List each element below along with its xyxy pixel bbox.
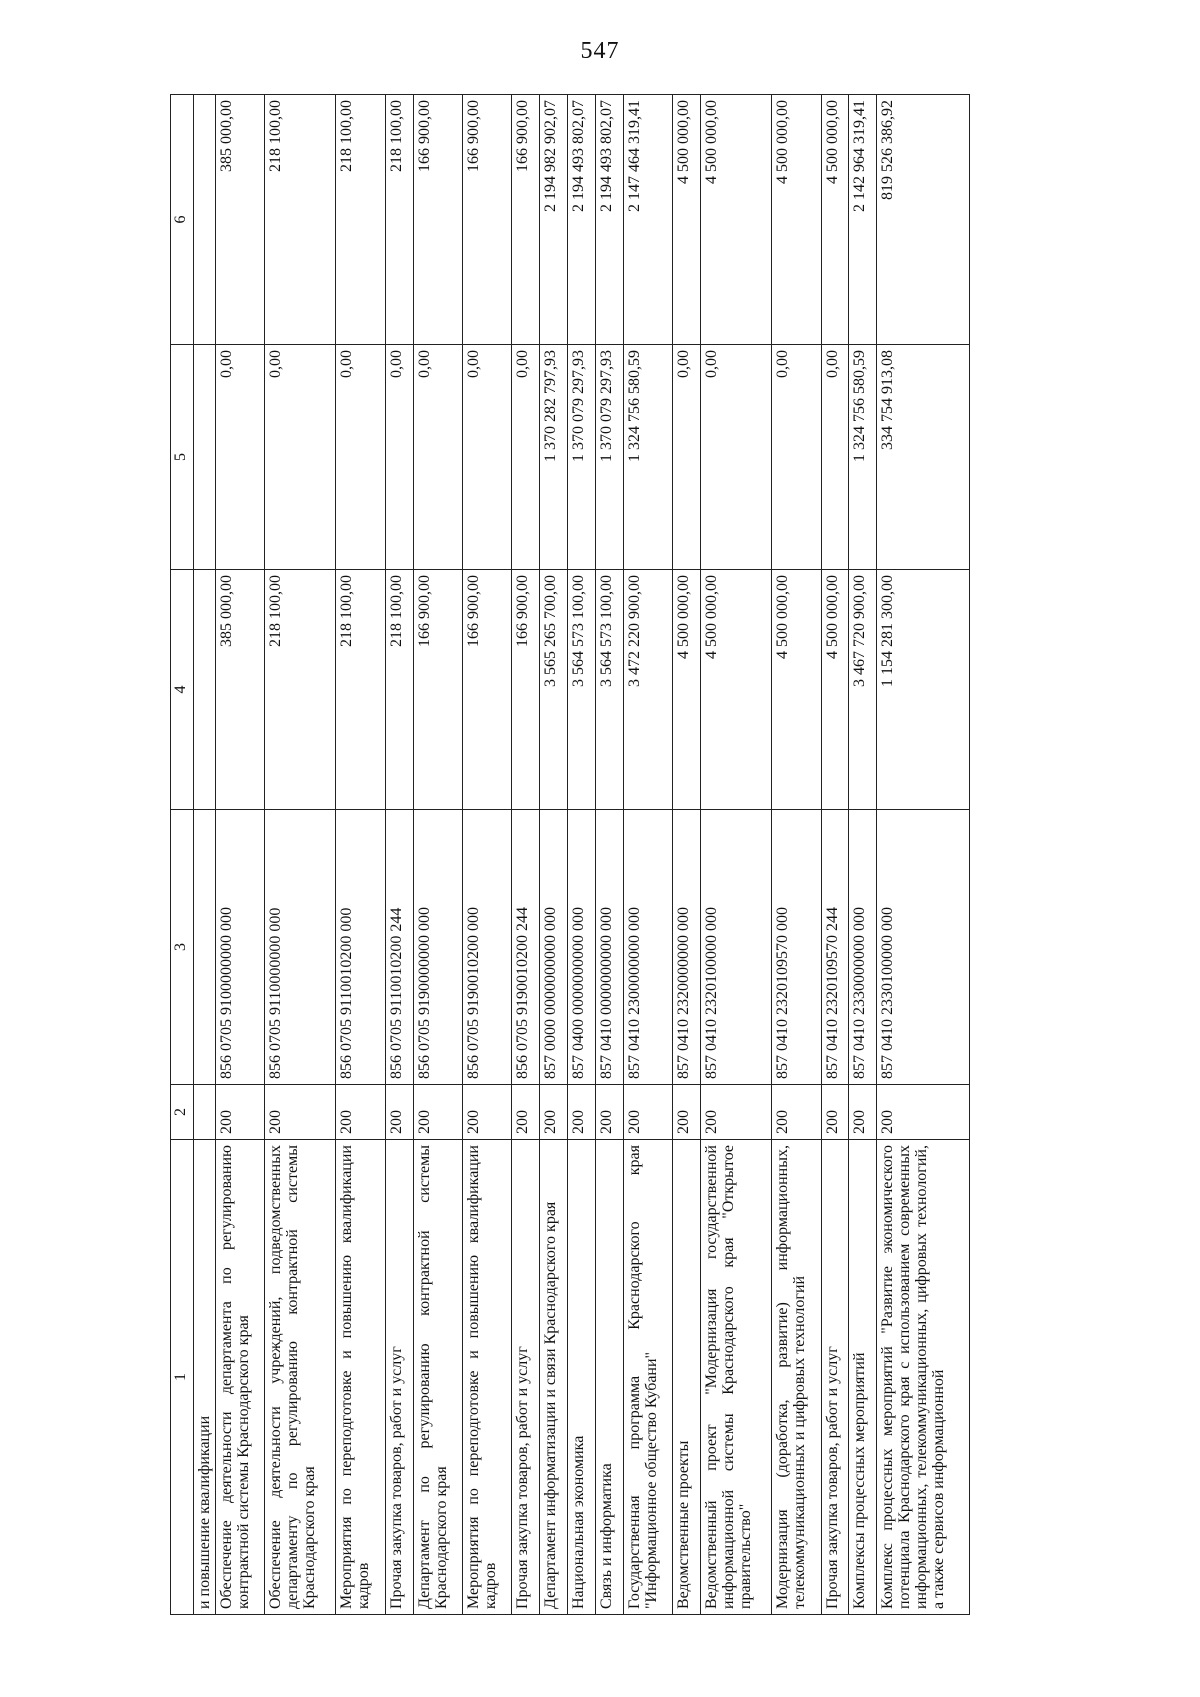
row-value-col6: 2 194 493 802,07 [596,95,624,345]
row-value-col4: 218 100,00 [336,570,385,810]
row-kbk: 856 0705 9190010200 244 [512,810,540,1085]
row-name: Ведомственный проект "Модернизация государственной информационной системы Краснодарского края "Открытое правительство" [701,1140,772,1615]
row-code: 200 [413,1085,462,1140]
table-row [540,95,568,1615]
row-kbk: 857 0410 2320109570 244 [821,810,849,1085]
row-value-col6: 4 500 000,00 [772,95,821,345]
row-value-col4: 166 900,00 [463,570,512,810]
table-row [265,95,336,1615]
table-row [216,95,265,1615]
table-row [413,95,462,1615]
row-code: 200 [596,1085,624,1140]
row-kbk: 856 0705 9190010200 000 [463,810,512,1085]
table-row [463,95,512,1615]
row-value-col6: 166 900,00 [463,95,512,345]
row-value-col6: 385 000,00 [216,95,265,345]
row-value-col5: 0,00 [463,345,512,570]
row-value-col4: 3 467 720 900,00 [849,570,877,810]
table-row [772,95,821,1615]
table-row [849,95,877,1615]
row-name: Комплекс процессных мероприятий "Развитие экономического потенциала Краснодарского края с использованием современных информационных, телекоммуникационных, цифровых технологий, а также сервисов информационной [877,1140,970,1615]
table-row [623,95,672,1615]
row-value-col6: 218 100,00 [336,95,385,345]
row-kbk: 856 0705 9100000000 000 [216,810,265,1085]
row-value-col5: 0,00 [512,345,540,570]
row-value-col4: 3 565 265 700,00 [540,570,568,810]
col-header: 6 [171,95,194,345]
table-rotated-wrapper [170,95,970,1615]
row-value-col5: 0,00 [336,345,385,570]
row-value-col4: 3 564 573 100,00 [568,570,596,810]
col-header: 3 [171,810,194,1085]
row-value-col5: 1 370 079 297,93 [596,345,624,570]
row-code: 200 [623,1085,672,1140]
row-code: 200 [673,1085,701,1140]
row-value-col6: 218 100,00 [385,95,413,345]
row-name: Обеспечение деятельности учреждений, подведомственных департаменту по регулированию контрактной системы Краснодарского края [265,1140,336,1615]
table-row [701,95,772,1615]
row-value-col5: 1 324 756 580,59 [849,345,877,570]
row-code: 200 [568,1085,596,1140]
row-code: 200 [821,1085,849,1140]
row-value-col4: 3 564 573 100,00 [596,570,624,810]
row-name: Обеспечение деятельности департамента по регулированию контрактной системы Краснодарского края [216,1140,265,1615]
page-number: 547 [580,38,620,64]
row-value-col5: 0,00 [673,345,701,570]
row-value-col6: 166 900,00 [512,95,540,345]
table-row [512,95,540,1615]
row-value-col6: 2 147 464 319,41 [623,95,672,345]
table-row [821,95,849,1615]
col-header: 2 [171,1085,194,1140]
row-value-col5: 0,00 [413,345,462,570]
row-value-col4: 4 500 000,00 [701,570,772,810]
row-code: 200 [849,1085,877,1140]
row-kbk: 857 0410 2300000000 000 [623,810,672,1085]
row-code: 200 [265,1085,336,1140]
row-code: 200 [385,1085,413,1140]
table-row [596,95,624,1615]
row-value-col5: 0,00 [265,345,336,570]
row-name: Прочая закупка товаров, работ и услуг [821,1140,849,1615]
row-kbk: 857 0410 2320000000 000 [673,810,701,1085]
row-value-col5: 334 754 913,08 [877,345,970,570]
row-value-col4: 4 500 000,00 [772,570,821,810]
row-kbk: 856 0705 9110010200 244 [385,810,413,1085]
row-code: 200 [540,1085,568,1140]
row-kbk: 857 0000 0000000000 000 [540,810,568,1085]
row-value-col5: 0,00 [821,345,849,570]
row-code: 200 [772,1085,821,1140]
row-value-col4: 166 900,00 [512,570,540,810]
row-code: 200 [336,1085,385,1140]
table-row [673,95,701,1615]
row-value-col4: 3 472 220 900,00 [623,570,672,810]
col-header: 4 [171,570,194,810]
row-code: 200 [512,1085,540,1140]
row-value-col4: 4 500 000,00 [673,570,701,810]
row-value-col5: 0,00 [216,345,265,570]
col-header: 5 [171,345,194,570]
row-name: Ведомственные проекты [673,1140,701,1615]
row-name: Модернизация (доработка, развитие) информационных, телекоммуникационных и цифровых технологий [772,1140,821,1615]
row-name: Комплексы процессных мероприятий [849,1140,877,1615]
row-value-col4: 218 100,00 [265,570,336,810]
row-kbk: 856 0705 9110000000 000 [265,810,336,1085]
row-value-col6: 2 194 493 802,07 [568,95,596,345]
continuation-row [194,95,216,1615]
table-row [877,95,970,1615]
row-name: Прочая закупка товаров, работ и услуг [385,1140,413,1615]
row-value-col6: 4 500 000,00 [701,95,772,345]
row-value-col6: 2 194 982 902,07 [540,95,568,345]
row-value-col4: 1 154 281 300,00 [877,570,970,810]
header-row [171,95,194,1615]
row-kbk: 857 0410 0000000000 000 [596,810,624,1085]
row-value-col6: 4 500 000,00 [821,95,849,345]
row-kbk: 857 0400 0000000000 000 [568,810,596,1085]
row-kbk: 856 0705 9110010200 000 [336,810,385,1085]
row-code: 200 [877,1085,970,1140]
row-code: 200 [701,1085,772,1140]
table-row [336,95,385,1615]
row-value-col6: 218 100,00 [265,95,336,345]
row-value-col4: 166 900,00 [413,570,462,810]
row-kbk: 857 0410 2320100000 000 [701,810,772,1085]
table-row [568,95,596,1615]
row-value-col6: 166 900,00 [413,95,462,345]
row-name: Прочая закупка товаров, работ и услуг [512,1140,540,1615]
row-value-col6: 2 142 964 319,41 [849,95,877,345]
row-value-col5: 0,00 [385,345,413,570]
row-name: Национальная экономика [568,1140,596,1615]
row-value-col5: 0,00 [701,345,772,570]
row-name: Мероприятия по переподготовке и повышению квалификации кадров [336,1140,385,1615]
row-code: 200 [463,1085,512,1140]
row-value-col4: 385 000,00 [216,570,265,810]
row-name: Мероприятия по переподготовке и повышению квалификации кадров [463,1140,512,1615]
budget-table [170,94,970,1615]
row-kbk: 857 0410 2330000000 000 [849,810,877,1085]
row-value-col6: 4 500 000,00 [673,95,701,345]
row-name: и повышение квалификации [194,1140,216,1615]
row-value-col5: 1 370 282 797,93 [540,345,568,570]
row-value-col5: 0,00 [772,345,821,570]
table-row [385,95,413,1615]
row-name: Государственная программа Краснодарского края "Информационное общество Кубани" [623,1140,672,1615]
row-value-col4: 4 500 000,00 [821,570,849,810]
row-value-col5: 1 370 079 297,93 [568,345,596,570]
col-header: 1 [171,1140,194,1615]
row-code: 200 [216,1085,265,1140]
row-name: Департамент по регулированию контрактной системы Краснодарского края [413,1140,462,1615]
row-value-col4: 218 100,00 [385,570,413,810]
row-name: Департамент информатизации и связи Краснодарского края [540,1140,568,1615]
row-kbk: 857 0410 2330100000 000 [877,810,970,1085]
row-name: Связь и информатика [596,1140,624,1615]
row-kbk: 856 0705 9190000000 000 [413,810,462,1085]
row-value-col5: 1 324 756 580,59 [623,345,672,570]
row-value-col6: 819 526 386,92 [877,95,970,345]
row-kbk: 857 0410 2320109570 000 [772,810,821,1085]
